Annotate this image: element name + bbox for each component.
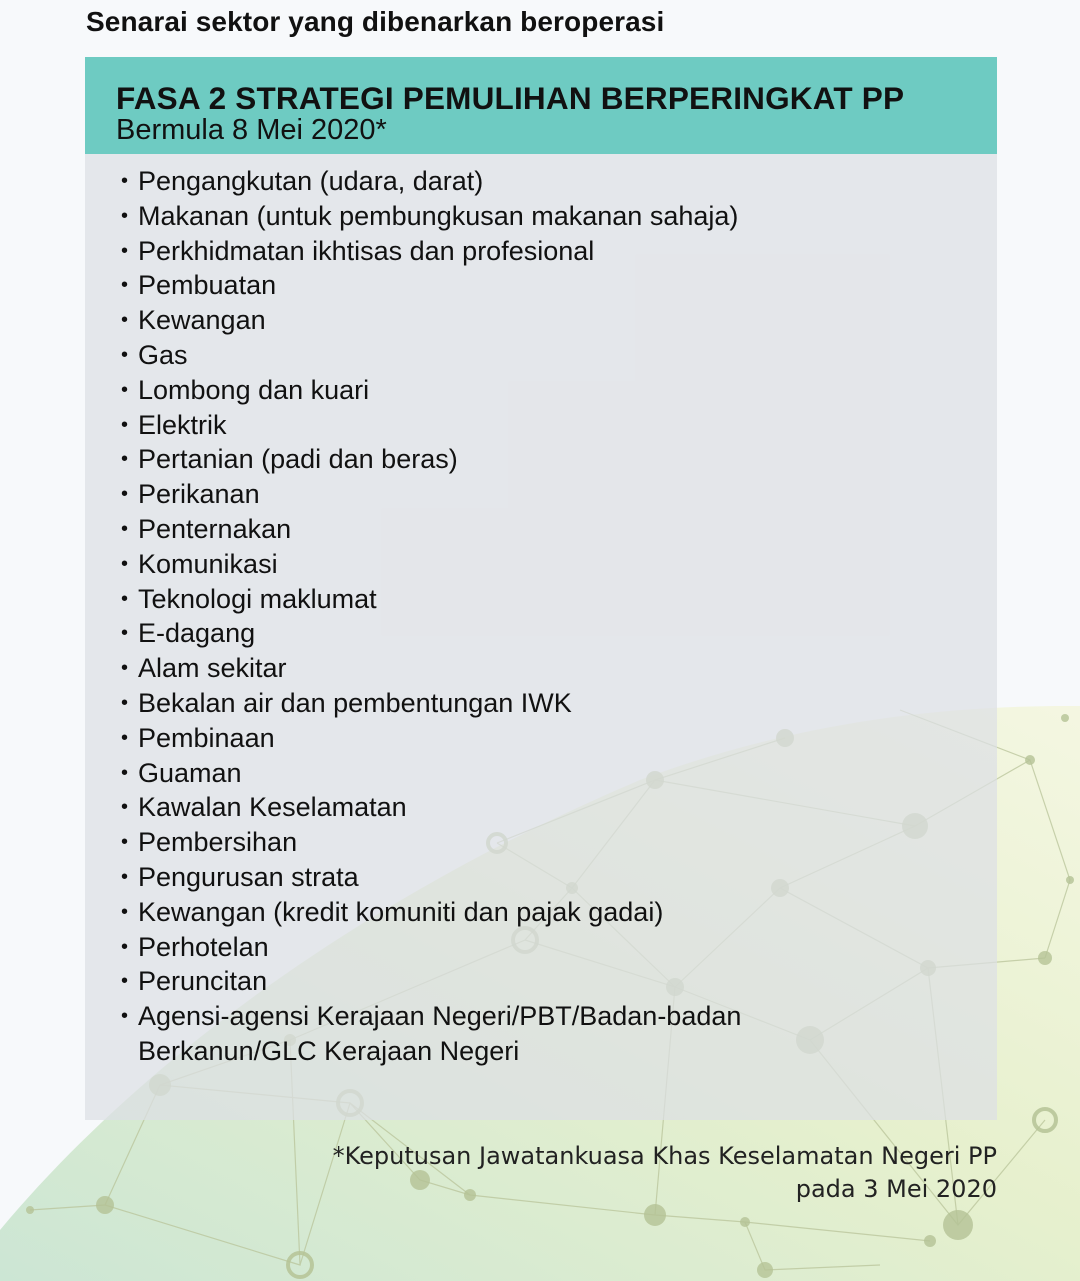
- bullet-icon: •: [121, 378, 129, 401]
- footnote: [333, 1140, 997, 1206]
- sector-label: Elektrik: [138, 409, 227, 440]
- card-title: FASA 2 STRATEGI PEMULIHAN BERPERINGKAT PP: [116, 80, 905, 116]
- bullet-icon: •: [121, 483, 129, 506]
- sector-item: [120, 825, 997, 860]
- sector-item: [120, 930, 997, 965]
- page-heading: Senarai sektor yang dibenarkan beroperasi: [86, 6, 665, 37]
- sector-item: [120, 895, 997, 930]
- bullet-icon: •: [121, 622, 129, 645]
- card-subtitle: Bermula 8 Mei 2020*: [116, 114, 387, 146]
- footnote-line-1: *Keputusan Jawatankuasa Khas Keselamatan Negeri PP: [332, 1142, 997, 1170]
- sector-item: [120, 790, 997, 825]
- sector-label: Gas: [138, 339, 188, 370]
- bullet-icon: •: [121, 726, 129, 749]
- sector-label: Penternakan: [138, 513, 292, 544]
- sector-label: Perhotelan: [138, 931, 269, 962]
- sector-label: Pembersihan: [138, 827, 298, 858]
- sector-item: [120, 582, 997, 617]
- sector-label: Lombong dan kuari: [138, 374, 370, 405]
- card-header: [85, 57, 997, 154]
- sector-item: [120, 512, 997, 547]
- bullet-icon: •: [121, 691, 129, 714]
- bullet-icon: •: [121, 935, 129, 958]
- sector-label: Bekalan air dan pembentungan IWK: [138, 687, 572, 718]
- sector-label: Kewangan (kredit komuniti dan pajak gadai): [138, 896, 664, 927]
- sector-item: [120, 756, 997, 791]
- sector-label: Peruncitan: [138, 966, 268, 997]
- sector-label: E-dagang: [138, 618, 256, 649]
- bullet-icon: •: [121, 1005, 129, 1028]
- bullet-icon: •: [121, 831, 129, 854]
- sector-label: Pembuatan: [138, 270, 277, 301]
- sector-item: [120, 338, 997, 373]
- bullet-icon: •: [121, 970, 129, 993]
- sector-card: [85, 57, 997, 1120]
- sector-label: Perkhidmatan ikhtisas dan profesional: [138, 235, 595, 266]
- bullet-icon: •: [121, 448, 129, 471]
- sector-label: Perikanan: [138, 479, 260, 510]
- sector-label: Alam sekitar: [138, 653, 287, 684]
- sector-item: [120, 686, 997, 721]
- sector-label: Pengangkutan (udara, darat): [138, 166, 484, 196]
- sector-item: [120, 268, 997, 303]
- bullet-icon: •: [121, 900, 129, 923]
- sector-label: Agensi-agensi Kerajaan Negeri/PBT/Badan-badan Berkanun/GLC Kerajaan Negeri: [138, 1001, 742, 1066]
- sector-label: Teknologi maklumat: [138, 583, 377, 614]
- sector-label: Kewangan: [138, 305, 266, 336]
- sector-item: [120, 199, 997, 234]
- bullet-icon: •: [121, 552, 129, 575]
- bullet-icon: •: [121, 587, 129, 610]
- bullet-icon: •: [121, 517, 129, 540]
- card-body: [85, 154, 997, 1120]
- sector-label: Pertanian (padi dan beras): [138, 444, 458, 475]
- sector-item: [120, 408, 997, 443]
- sector-item: [120, 964, 997, 999]
- sector-item: [120, 547, 997, 582]
- sector-item: [120, 373, 997, 408]
- sector-item: [120, 234, 997, 269]
- sector-label: Pembinaan: [138, 722, 275, 753]
- sector-item: [120, 616, 997, 651]
- sector-item: [120, 721, 997, 756]
- footnote-line-2: pada 3 Mei 2020: [795, 1175, 997, 1203]
- sector-item: [120, 303, 997, 338]
- sector-item: [120, 164, 997, 199]
- sector-label: Kawalan Keselamatan: [138, 792, 407, 823]
- sector-item: [120, 442, 997, 477]
- bullet-icon: •: [121, 204, 129, 227]
- bullet-icon: •: [121, 309, 129, 332]
- sector-label: Pengurusan strata: [138, 861, 359, 892]
- bullet-icon: •: [121, 274, 129, 297]
- sector-item: [120, 651, 997, 686]
- bullet-icon: •: [121, 239, 129, 262]
- bullet-icon: •: [121, 343, 129, 366]
- bullet-icon: •: [121, 657, 129, 680]
- sector-item: [120, 999, 997, 1069]
- bullet-icon: •: [121, 413, 129, 436]
- bullet-icon: •: [121, 170, 129, 192]
- sector-item: [120, 477, 997, 512]
- sector-label: Guaman: [138, 757, 242, 788]
- bullet-icon: •: [121, 796, 129, 819]
- sector-label: Komunikasi: [138, 548, 278, 579]
- sector-item: [120, 860, 997, 895]
- bullet-icon: •: [121, 865, 129, 888]
- sector-list: [120, 164, 997, 1069]
- bullet-icon: •: [121, 761, 129, 784]
- sector-label: Makanan (untuk pembungkusan makanan sahaja): [138, 200, 739, 231]
